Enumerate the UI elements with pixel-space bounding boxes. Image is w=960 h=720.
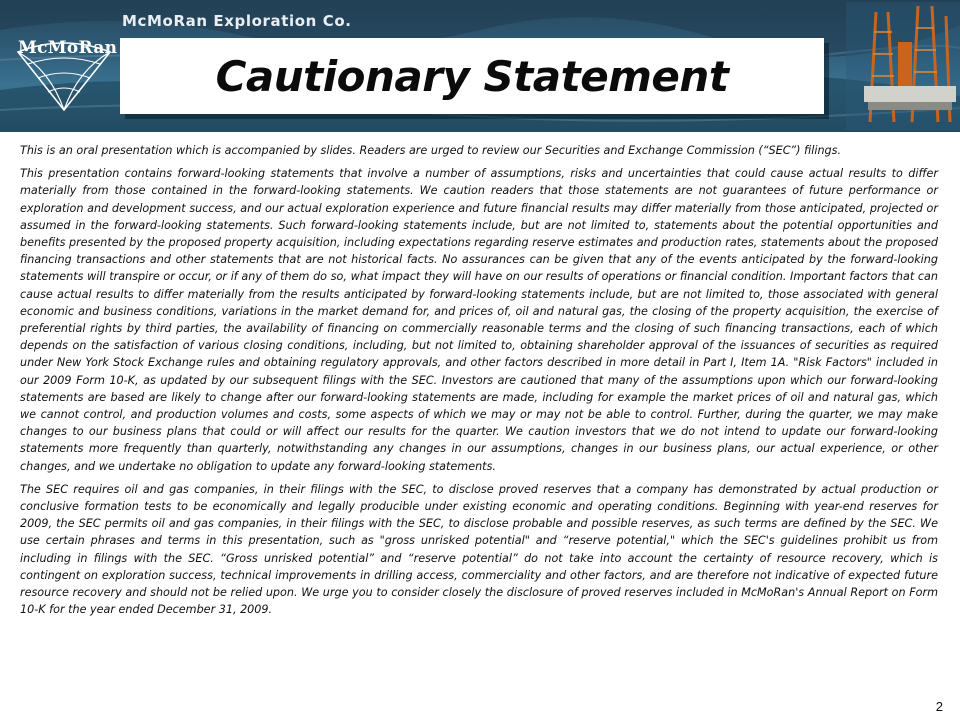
company-name: McMoRan Exploration Co. (122, 12, 352, 30)
paragraph-oral-presentation: This is an oral presentation which is accompanied by slides. Readers are urged to review our Securities and Exchange Commission (“SEC”) filings. (20, 144, 842, 157)
slide-header (0, 0, 960, 132)
drilling-rig-icon (846, 2, 960, 130)
page-number: 2 (935, 699, 943, 714)
title-box (120, 38, 824, 114)
paragraph-forward-looking: This presentation contains forward-looking statements that involve a number of assumptions, risks and uncertainties that could cause actual results to differ materially from those contained in the forward-looking statements. We caution readers that those statements are not guarantees of future performance or exploration and development success, and our actual exploration experience and future financial results may differ materially from those anticipated, projected or assumed in the forward-looking statements. Such forward-looking statements include, but are not limited to, statements about the potential opportunities and benefits presented by the proposed property acquisition, including expectations regarding reserve estimates and production rates, statements about the proposed financing transactions and other statements that are not historical facts. No assurances can be given that any of the events anticipated by the forward-looking statements will transpire or occur, or if any of them do so, what impact they will have on our results of operations or financial condition. Important factors that can cause actual results to differ materially from the results anticipated by forward-looking statements include, but are not limited to, those associated with general economic and business conditions, variations in the market demand for, and prices of, oil and natural gas, the closing of the property acquisition, the exercise of preferential rights by third parties, the availability of financing on commercially reasonable terms and the closing of such financing transactions, each of which depends on the satisfaction of various closing conditions, including, but not limited to, obtaining shareholder approval of the issuances of securities as required under New York Stock Exchange rules and obtaining regulatory approvals, and other factors described in more detail in Part I, Item 1A. "Risk Factors" included in our 2009 Form 10-K, as updated by our subsequent filings with the SEC. Investors are cautioned that many of the assumptions upon which our forward-looking statements are based are likely to change after our forward-looking statements are made, including for example the market prices of oil and natural gas, which we cannot control, and production volumes and costs, some aspects of which we may or may not be able to control. Further, during the quarter, we may make changes to our business plans that could or will affect our results for the quarter. We caution investors that we do not intend to update our forward-looking statements more frequently than quarterly, notwithstanding any changes in our assumptions, changes in our business plans, our actual experience, or other changes, and we undertake no obligation to update any forward-looking statements. (20, 167, 938, 473)
paragraph-sec-reserves: The SEC requires oil and gas companies, in their filings with the SEC, to disclose proved reserves that a company has demonstrated by actual production or conclusive formation tests to be economically and legally producible under existing economic and operating conditions. Beginning with year-end reserves for 2009, the SEC permits oil and gas companies, in their filings with the SEC, to disclose probable and possible reserves, as such terms are defined by the SEC. We use certain phrases and terms in this presentation, such as "gross unrisked potential" and “reserve potential," which the SEC's guidelines prohibit us from including in filings with the SEC. “Gross unrisked potential” and “reserve potential” do not take into account the certainty of resource recovery, which is contingent on exploration success, technical improvements in drilling access, commerciality and other factors, and are therefore not indicative of expected future resource recovery and should not be relied upon. We urge you to consider closely the disclosure of proved reserves included in McMoRan's Annual Report on Form 10-K for the year ended December 31, 2009. (20, 482, 938, 617)
mcmoran-logo-icon (10, 22, 118, 116)
cautionary-text (20, 142, 938, 624)
logo-wordmark: McMoRan (18, 38, 118, 58)
page-title: Cautionary Statement (215, 52, 729, 101)
